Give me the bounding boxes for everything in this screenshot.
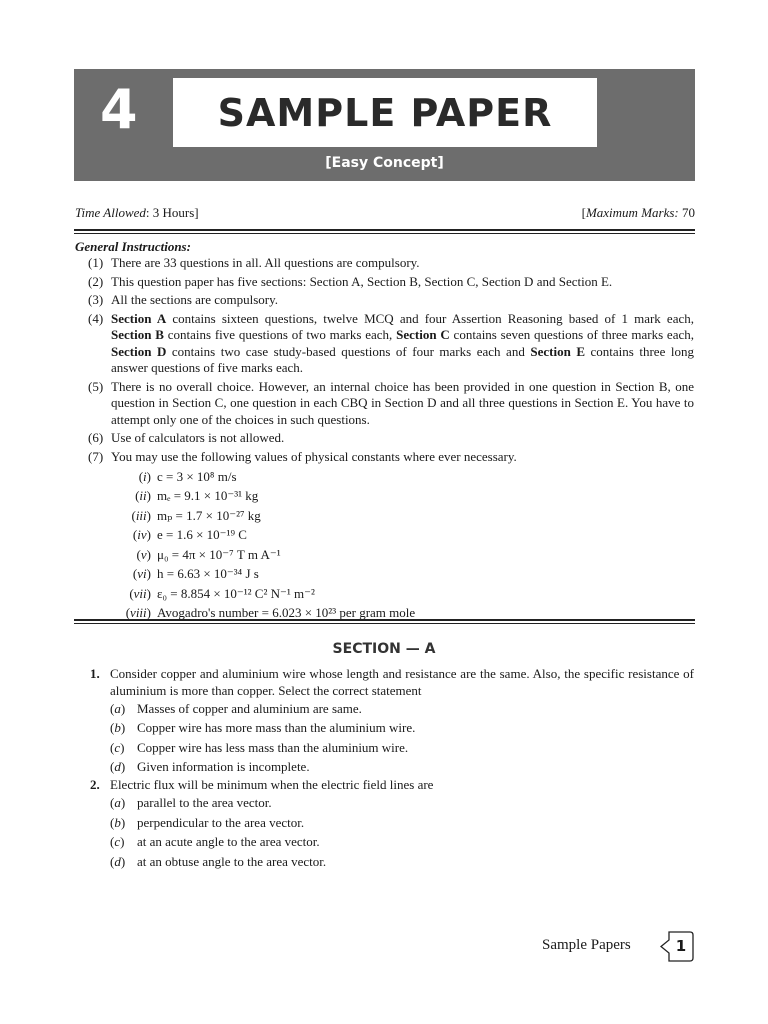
- maximum-marks: [582, 205, 695, 221]
- divider: [74, 619, 695, 621]
- answer-option: [110, 738, 694, 758]
- constants-list: [111, 467, 694, 623]
- divider: [74, 229, 695, 231]
- constant-label: (vi): [132, 566, 151, 581]
- time-label: Time Allowed: [75, 205, 146, 220]
- question-text: Electric flux will be minimum when the electric field lines are: [110, 777, 434, 792]
- instruction-item: [88, 449, 694, 466]
- section-ref: Section E: [530, 343, 585, 359]
- answer-option: [110, 699, 694, 719]
- answer-option: [110, 852, 694, 872]
- page-subtitle: [Easy Concept]: [325, 155, 444, 171]
- constant-item: [111, 506, 694, 526]
- constant-label: (iv): [132, 527, 151, 542]
- constant-item: [111, 487, 694, 507]
- section-ref: Section A: [111, 310, 167, 326]
- header-banner: [74, 69, 695, 181]
- answer-option: [110, 833, 694, 853]
- section-ref: Section D: [111, 343, 167, 359]
- time-value: : 3 Hours]: [145, 205, 199, 220]
- constant-value: mₚ = 1.7 × 10⁻²⁷ kg: [157, 507, 261, 523]
- instruction-text: Use of calculators is not allowed.: [111, 430, 285, 445]
- option-label: (d): [110, 759, 126, 774]
- answer-option: [110, 719, 694, 739]
- question: [90, 777, 694, 794]
- constant-value: Avogadro's number = 6.023 × 10²³ per gram mole: [157, 605, 416, 620]
- instruction-fragment: contains five questions of two marks each,: [163, 327, 397, 342]
- option-label: (c): [110, 739, 125, 755]
- instruction-fragment: contains seven questions of three marks each,: [449, 327, 694, 342]
- answer-option: [110, 813, 694, 833]
- constant-value: e = 1.6 × 10⁻¹⁹ C: [157, 527, 247, 542]
- divider: [74, 233, 695, 234]
- instruction-text: This question paper has five sections: Section A, Section B, Section C, Section D and Section E.: [111, 273, 613, 289]
- instruction-text: You may use the following values of physical constants where ever necessary.: [111, 448, 517, 464]
- instruction-text: [111, 311, 694, 377]
- option-label: (b): [110, 720, 126, 735]
- instruction-text: There are 33 questions in all. All questions are compulsory.: [111, 255, 420, 270]
- exam-meta: [75, 205, 695, 221]
- question-number: 1.: [90, 666, 100, 681]
- constant-value: c = 3 × 10⁸ m/s: [157, 468, 237, 484]
- instruction-text: All the sections are compulsory.: [111, 292, 279, 307]
- constant-value: h = 6.63 × 10⁻³⁴ J s: [157, 566, 259, 581]
- title-box: [173, 78, 597, 147]
- instruction-item: [88, 255, 694, 272]
- constant-item: [111, 467, 694, 487]
- instruction-number: (3): [88, 292, 104, 307]
- constant-label: (i): [138, 468, 151, 484]
- option-text: Masses of copper and aluminium are same.: [137, 700, 362, 716]
- marks-prefix: [: [581, 205, 586, 220]
- instruction-item: [88, 274, 694, 291]
- instruction-item: [88, 379, 694, 429]
- constant-value: mₑ = 9.1 × 10⁻³¹ kg: [157, 488, 259, 503]
- instruction-item: [88, 311, 694, 377]
- instruction-item: [88, 292, 694, 309]
- answer-option: [110, 758, 694, 778]
- footer-label: Sample Papers: [542, 937, 631, 953]
- instruction-fragment: contains two case study-based questions of four marks each and: [166, 343, 531, 359]
- instruction-fragment: contains three long answer questions of five marks each.: [111, 343, 694, 375]
- option-text: parallel to the area vector.: [137, 795, 272, 810]
- page-title: SAMPLE PAPER: [217, 90, 553, 135]
- section-ref: Section C: [396, 327, 450, 342]
- option-text: at an acute angle to the area vector.: [137, 834, 320, 849]
- constant-value: ε₀ = 8.854 × 10⁻¹² C² N⁻¹ m⁻²: [157, 585, 315, 601]
- option-text: Copper wire has less mass than the aluminium wire.: [137, 739, 409, 755]
- instruction-number: (6): [88, 430, 104, 445]
- question-list: [90, 666, 694, 872]
- instruction-item: [88, 430, 694, 447]
- constant-item: [111, 565, 694, 585]
- constant-item: [111, 584, 694, 604]
- constant-label: (ii): [135, 488, 151, 503]
- option-text: at an obtuse angle to the area vector.: [137, 853, 327, 869]
- time-allowed: [75, 205, 199, 221]
- question: [90, 666, 694, 699]
- option-text: perpendicular to the area vector.: [137, 814, 305, 830]
- instruction-text: There is no overall choice. However, an internal choice has been provided in one question in Section B, one question in Section C, one question in each CBQ in Section D and all three questions in Section E. You have to attempt only one of the choices in such questions.: [111, 378, 694, 427]
- option-label: (a): [110, 795, 126, 810]
- instruction-fragment: contains sixteen questions, twelve MCQ and four Assertion Reasoning based of 1 mark each,: [166, 310, 694, 326]
- constant-item: [111, 545, 694, 565]
- page-number: 1: [675, 937, 687, 955]
- option-text: Given information is incomplete.: [137, 759, 310, 774]
- instruction-number: (1): [88, 255, 104, 270]
- option-label: (a): [110, 700, 126, 716]
- option-label: (c): [110, 834, 125, 849]
- constant-label: (iii): [131, 507, 151, 523]
- answer-option: [110, 794, 694, 814]
- marks-label: Maximum Marks:: [585, 205, 679, 220]
- marks-value: 70: [678, 205, 695, 220]
- constant-label: (v): [136, 546, 151, 562]
- question-number: 2.: [90, 777, 100, 792]
- instructions-title: General Instructions:: [75, 239, 191, 254]
- constant-label: (viii): [125, 605, 151, 620]
- option-text: Copper wire has more mass than the aluminium wire.: [137, 720, 416, 735]
- divider: [74, 623, 695, 624]
- instruction-number: (7): [88, 448, 104, 464]
- instruction-number: (2): [88, 273, 104, 289]
- instruction-number: (4): [88, 310, 104, 326]
- section-title: SECTION — A: [332, 641, 436, 657]
- section-ref: Section B: [111, 327, 164, 342]
- option-label: (b): [110, 814, 126, 830]
- instruction-number: (5): [88, 378, 104, 394]
- paper-number: 4: [100, 78, 138, 141]
- instructions-list: [88, 255, 694, 623]
- constant-value: μ₀ = 4π × 10⁻⁷ T m A⁻¹: [157, 546, 281, 562]
- option-label: (d): [110, 853, 126, 869]
- constant-item: [111, 526, 694, 546]
- constant-label: (vii): [129, 585, 151, 601]
- question-text: Consider copper and aluminium wire whose length and resistance are the same. Also, the specific resistance of aluminium is more than copper. Select the correct statement: [110, 666, 694, 698]
